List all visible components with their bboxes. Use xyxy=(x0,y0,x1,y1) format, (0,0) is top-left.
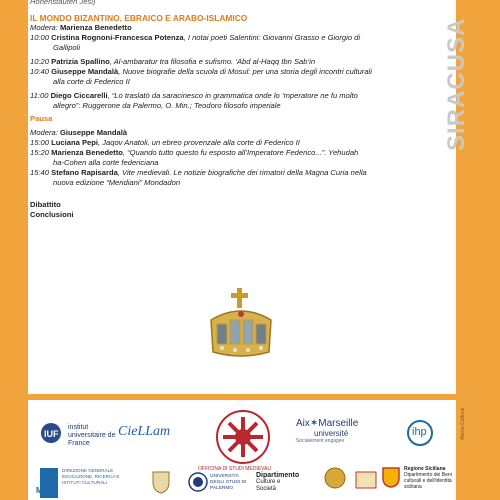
talk-title: , “Lo traslatò da saracinesco in grammatica onde lo ’mperatore ne fu molto xyxy=(107,91,358,100)
aix-marseille-logo xyxy=(296,418,358,444)
talk-item xyxy=(30,33,380,53)
municipal-crest-icon xyxy=(354,470,378,492)
shield-icon xyxy=(152,470,170,494)
talk-time: 15:40 xyxy=(30,168,50,177)
ciellam-logo: CieLLam xyxy=(118,424,171,439)
talk-title: , Al-ambaratur tra filosofia e sufismo. ‘Abd al-Haqq Ibn Sab’in xyxy=(109,57,316,66)
unipa-logo xyxy=(188,472,247,494)
regione-siciliana-logo xyxy=(382,466,452,490)
talk-title-continuation: Gallipoli xyxy=(53,43,81,52)
talk-title-continuation: ha-Cohen alla corte federiciana xyxy=(53,158,159,167)
closing-debate: Dibattito xyxy=(30,200,61,209)
talk-speaker: Patrizia Spallino xyxy=(51,57,110,66)
unipa-seal-icon xyxy=(188,472,208,492)
crown-cross-horizontal xyxy=(231,293,248,298)
crown-pearl xyxy=(220,346,224,350)
fondazione-federico-logo xyxy=(152,470,170,496)
crown-plate xyxy=(230,320,240,344)
talk-time: 15:00 xyxy=(30,138,50,147)
talk-title: , Vite medievali. Le notizie biografiche dei rimatori della Magna Curia nella xyxy=(117,168,367,177)
talk-speaker: Diego Ciccarelli xyxy=(50,91,108,100)
talk-title-continuation: nuova edizione “Meridiani” Mondadori xyxy=(53,178,181,187)
regione-text-block xyxy=(404,466,460,490)
talk-title: , I notai poeti Salentini: Giovanni Grasso e Giorgio di xyxy=(183,33,361,42)
talk-speaker: Marienza Benedetto xyxy=(51,148,123,157)
talk-title-continuation: alla corte di Federico II xyxy=(53,77,130,86)
regione-sub: Dipartimento dei Beni culturali e dell'identità siciliana xyxy=(404,472,452,490)
talk-speaker: Cristina Rognoni-Francesca Potenza xyxy=(51,33,184,42)
moderator-name: Marienza Benedetto xyxy=(59,23,132,32)
talk-item xyxy=(30,91,380,111)
crown-pearl xyxy=(259,346,263,350)
crown-plate xyxy=(243,320,253,344)
moderator-line xyxy=(30,128,380,138)
talk-item xyxy=(30,57,380,67)
dip-title: Dipartimento xyxy=(256,472,300,479)
mic-abbr: MiC xyxy=(36,486,51,495)
mic-text: DIREZIONE GENERALE EDUCAZIONE, RICERCA E ISTITUTI CULTURALI xyxy=(62,468,120,485)
talk-time: 10:20 xyxy=(30,57,50,66)
officina-text: OFFICINA DI STUDI MEDIEVALI xyxy=(198,466,272,472)
moderator-label: Modera: xyxy=(30,23,58,32)
officina-emblem-icon xyxy=(208,408,278,466)
sponsor-logos xyxy=(28,400,456,500)
talk-time: 15:20 xyxy=(30,148,50,157)
moderator-name: Giuseppe Mandalà xyxy=(59,128,128,137)
crown-plate xyxy=(256,324,266,344)
moderator-line xyxy=(30,23,380,33)
crown-pearl xyxy=(246,348,250,352)
talk-item xyxy=(30,168,380,188)
crown-image xyxy=(205,286,277,360)
closing-conclusions: Conclusioni xyxy=(30,210,74,219)
talk-item xyxy=(30,138,380,148)
talk-item xyxy=(30,148,380,168)
ihp-logo xyxy=(404,420,442,448)
previous-talk-tail: Hohenstaufen Jesi) xyxy=(30,0,96,6)
pause-label: Pausa xyxy=(30,114,53,123)
talk-title: , Jaqov Anatoli, un ebreo provenzale alla corte di Federico II xyxy=(97,138,300,147)
iuf-text: institut universitaire de France xyxy=(68,424,116,447)
talk-item xyxy=(30,67,380,87)
moderator-label: Modera: xyxy=(30,128,58,137)
ihp-text: ihp xyxy=(412,426,427,438)
officina-logo xyxy=(198,408,278,472)
talk-time: 10:00 xyxy=(30,33,50,42)
talk-time: 11:00 xyxy=(30,91,49,100)
talk-title: , Nuove biografie della scuola di Mosul: per una storia degli incontri culturali xyxy=(118,67,372,76)
svg-text:IUF: IUF xyxy=(44,429,59,439)
dipartimento-logo xyxy=(256,472,299,493)
iuf-logo xyxy=(40,422,116,447)
aix-sub-text: université xyxy=(314,429,349,438)
talk-title-continuation: allegro”: Ruggerone da Palermo, O. Min.; Teodoro filosofo imperiale xyxy=(53,101,281,110)
talk-speaker: Luciana Pepi xyxy=(51,138,98,147)
municipal-logo xyxy=(354,470,378,494)
coin-icon xyxy=(324,466,346,492)
section-title: IL MONDO BIZANTINO, EBRAICO E ARABO-ISLAMICO xyxy=(30,13,248,23)
unipa-text: UNIVERSITÀ DEGLI STUDI DI PALERMO xyxy=(210,474,247,491)
dip-sub: Culture e Società xyxy=(256,479,281,492)
aix-tag-text: Socialement engagée xyxy=(296,438,345,444)
regione-title: Regione Siciliana xyxy=(404,466,446,472)
crown-gem xyxy=(238,311,244,317)
talk-speaker: Stefano Rapisarda xyxy=(51,168,118,177)
aix-main-text: Aix✶Marseille xyxy=(296,418,359,429)
credit-vertical-text: Alexia Cottone xyxy=(460,407,466,440)
city-title: SIRACUSA xyxy=(443,17,470,151)
crown-plate xyxy=(217,324,227,344)
program-content xyxy=(30,0,380,220)
iuf-icon xyxy=(40,422,66,444)
trinacria-icon xyxy=(382,466,400,488)
talk-speaker: Giuseppe Mandalà xyxy=(51,67,119,76)
coin-logo xyxy=(324,466,346,494)
crown-pearl xyxy=(233,348,237,352)
talk-time: 10:40 xyxy=(30,67,50,76)
talk-title: , “Quando tutto questo fu esposto all’Imperatore Federico...”. Yehudah xyxy=(122,148,359,157)
